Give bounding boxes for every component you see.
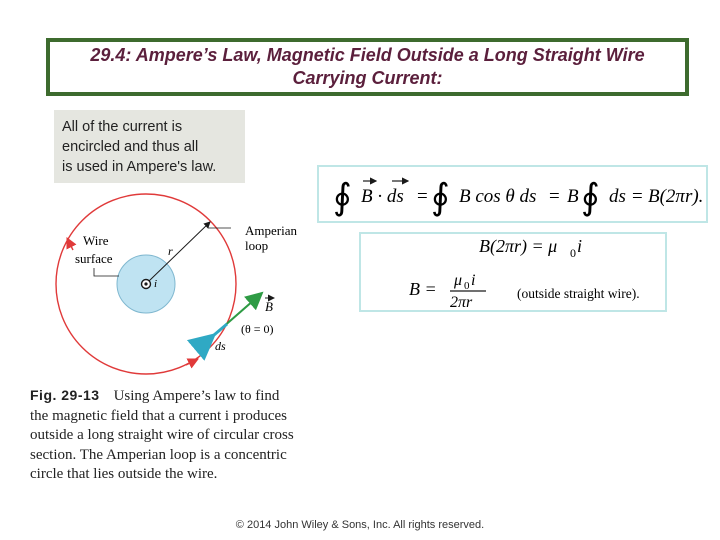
outside-wire-note: (outside straight wire). — [517, 286, 640, 301]
term-B: B — [567, 186, 579, 207]
numerator-i: i — [471, 272, 476, 289]
equation-box-result — [359, 232, 667, 312]
amperian-label: Amperian — [245, 223, 297, 238]
caption-line-2: the magnetic field that a current i produces — [30, 407, 287, 424]
equals-sign-1: = — [417, 186, 428, 207]
equals-sign-3: = — [632, 186, 643, 207]
mu-subscript-1: 0 — [570, 246, 576, 260]
slide-title-line-2: Carrying Current: — [292, 68, 443, 88]
term-B-2pi-r: B(2πr). — [648, 186, 704, 207]
theta-label: (θ = 0) — [241, 322, 274, 336]
term-B-cos-theta-ds: B cos θ ds — [459, 186, 537, 207]
equals-sign-2: = — [549, 186, 560, 207]
denominator-2pi-r: 2πr — [450, 294, 473, 310]
integral-symbol-1: ∮ — [333, 177, 352, 217]
caption-line-1 — [30, 386, 350, 407]
B-vector-label: B — [265, 299, 273, 314]
amperes-law-lhs: B(2πr) = μ — [479, 236, 558, 256]
amperian-loop-figure — [55, 190, 315, 380]
note-line-2: encircled and thus all — [62, 139, 199, 155]
wire-label: Wire — [83, 233, 109, 248]
surface-label: surface — [75, 251, 113, 266]
note-line-1: All of the current is — [62, 119, 183, 135]
term-B-dot-ds: B · ds — [361, 186, 404, 207]
B-equals: B = — [409, 279, 437, 299]
mu-subscript-2: 0 — [464, 280, 470, 292]
slide-title — [46, 38, 689, 96]
caption-line-3: outside a long straight wire of circular cross — [30, 427, 294, 443]
note-box — [54, 110, 245, 183]
current-dot-icon — [144, 282, 147, 285]
integral-symbol-3: ∮ — [581, 177, 600, 217]
wire-surface-leader-line — [94, 268, 119, 276]
figure-number: Fig. 29-13 — [30, 387, 100, 403]
radius-label: r — [168, 244, 173, 258]
equation-box-line-integral — [317, 165, 708, 223]
current-label: i — [154, 278, 158, 290]
equation-line-integral — [319, 167, 706, 221]
integral-symbol-2: ∮ — [431, 177, 450, 217]
slide-title-line-1: 29.4: Ampere’s Law, Magnetic Field Outside a Long Straight Wire — [90, 45, 645, 65]
numerator-mu: μ — [454, 272, 463, 289]
loop-direction-arrow-top — [69, 242, 73, 250]
copyright-notice: © 2014 John Wiley & Sons, Inc. All rights reserved. — [235, 519, 485, 531]
term-ds: ds — [609, 186, 626, 207]
radius-line — [149, 222, 210, 281]
caption-line-4: section. The Amperian loop is a concentric — [30, 446, 287, 463]
loop-direction-arrow-bottom — [186, 361, 194, 365]
loop-label: loop — [245, 238, 269, 253]
amperes-law-current: i — [577, 236, 583, 256]
caption-line-5: circle that lies outside the wire. — [30, 466, 218, 482]
note-line-3: is used in Ampere's law. — [62, 159, 217, 175]
figure-caption — [30, 386, 350, 485]
ds-vector-label: ds — [215, 339, 226, 353]
caption-text-1: Using Ampere’s law to find — [113, 388, 280, 404]
equation-result — [361, 234, 665, 310]
